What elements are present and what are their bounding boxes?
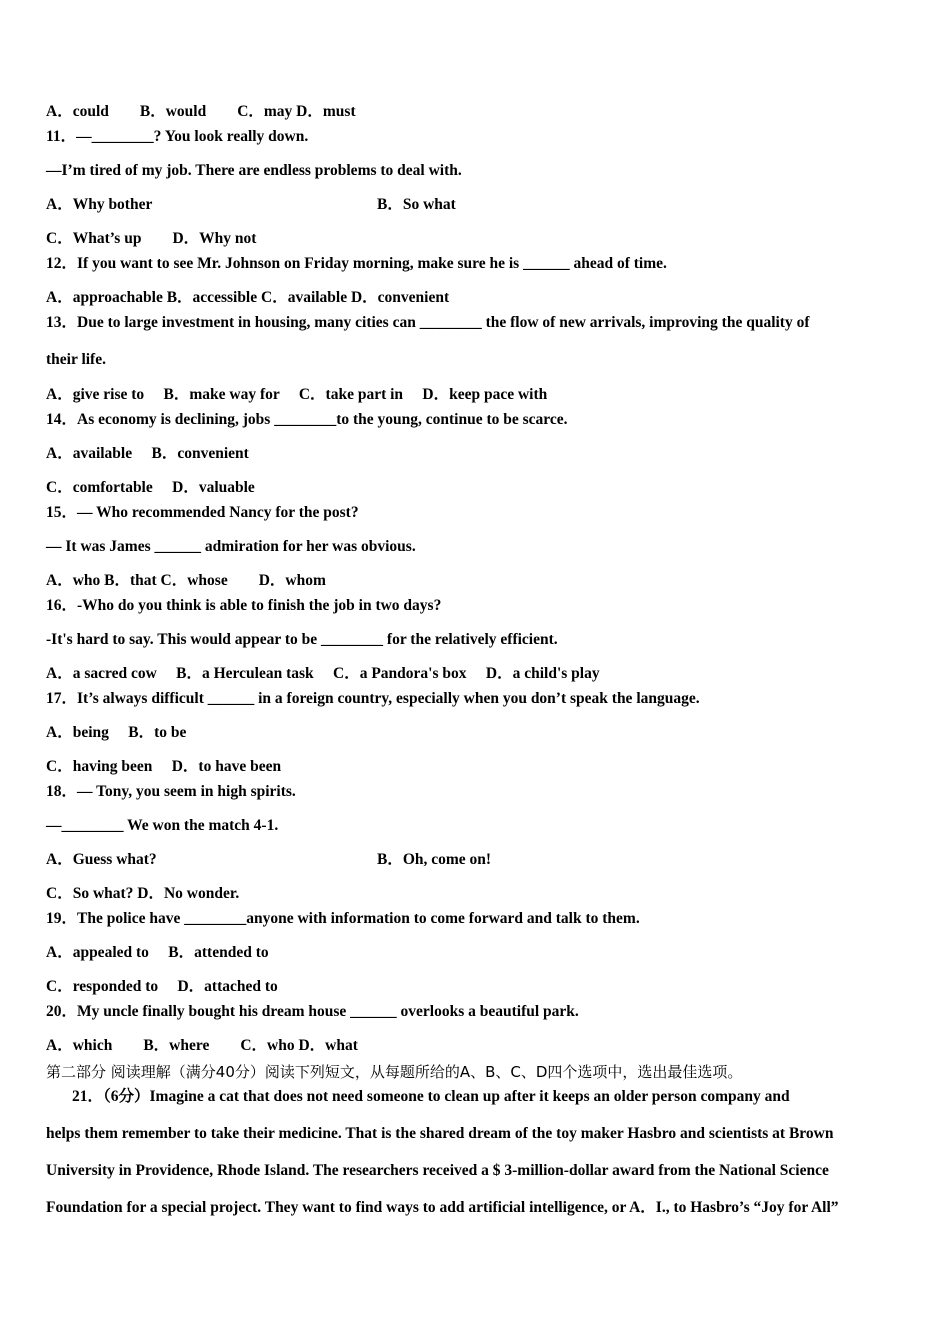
q15-options: A．who B．that C．whose D．whom bbox=[46, 572, 326, 589]
q11-stem: 11．—________? You look really down. bbox=[46, 128, 309, 145]
q10-options: A．could B．would C．may D．must bbox=[46, 103, 356, 120]
q14-stem: 14．As economy is declining, jobs ________to the young, continue to be scarce. bbox=[46, 411, 568, 428]
q13-stem-line2: their life. bbox=[46, 351, 106, 368]
q11-option-a: A．Why bother bbox=[46, 196, 153, 213]
q19-stem: 19．The police have ________anyone with information to come forward and talk to them. bbox=[46, 910, 640, 927]
q13-options: A．give rise to B．make way for C．take part in D．keep pace with bbox=[46, 386, 548, 403]
q19-options-row2: C．responded to D．attached to bbox=[46, 978, 278, 995]
q12-stem: 12．If you want to see Mr. Johnson on Friday morning, make sure he is ______ ahead of time. bbox=[46, 255, 667, 272]
q14-options-row2: C．comfortable D．valuable bbox=[46, 479, 255, 496]
q18-options-row2: C．So what? D．No wonder. bbox=[46, 885, 240, 902]
q15-reply: — It was James ______ admiration for her was obvious. bbox=[46, 538, 416, 555]
q18-option-b: B．Oh, come on! bbox=[377, 851, 492, 868]
q18-stem: 18．— Tony, you seem in high spirits. bbox=[46, 783, 296, 800]
q16-stem: 16．-Who do you think is able to finish the job in two days? bbox=[46, 597, 442, 614]
q16-options: A．a sacred cow B．a Herculean task C．a Pandora's box D．a child's play bbox=[46, 665, 600, 682]
q18-options-row1 bbox=[46, 850, 492, 870]
q20-stem: 20．My uncle finally bought his dream house ______ overlooks a beautiful park. bbox=[46, 1003, 579, 1020]
q12-options: A．approachable B．accessible C．available D．convenient bbox=[46, 289, 450, 306]
passage-line-4: Foundation for a special project. They want to find ways to add artificial intelligence, or A．I., to Hasbro’s “Joy for All” bbox=[46, 1199, 839, 1216]
q18-option-a: A．Guess what? bbox=[46, 851, 157, 868]
q11-option-b: B．So what bbox=[377, 196, 456, 213]
passage-line-1: 21．（6分）Imagine a cat that does not need someone to clean up after it keeps an older person company and bbox=[72, 1088, 790, 1105]
q16-reply: -It's hard to say. This would appear to be ________ for the relatively efficient. bbox=[46, 631, 558, 648]
passage-line-3: University in Providence, Rhode Island. The researchers received a $ 3-million-dollar award from the National Science bbox=[46, 1162, 829, 1179]
q13-stem bbox=[46, 313, 904, 333]
q18-reply: —________ We won the match 4-1. bbox=[46, 817, 279, 834]
q13-stem-line1: 13．Due to large investment in housing, many cities can ________ the flow of new arrivals, improving the quality of bbox=[46, 314, 810, 331]
q19-options-row1: A．appealed to B．attended to bbox=[46, 944, 269, 961]
q11-options-row2: C．What’s up D．Why not bbox=[46, 230, 257, 247]
q11-options-row1 bbox=[46, 195, 456, 215]
q20-options: A．which B．where C．who D．what bbox=[46, 1037, 358, 1054]
q17-options-row1: A．being B．to be bbox=[46, 724, 187, 741]
passage-line-2: helps them remember to take their medicine. That is the shared dream of the toy maker Hasbro and scientists at Brown bbox=[46, 1125, 834, 1142]
q14-options-row1: A．available B．convenient bbox=[46, 445, 249, 462]
q17-options-row2: C．having been D．to have been bbox=[46, 758, 282, 775]
section-heading: 第二部分 阅读理解（满分40分）阅读下列短文，从每题所给的A、B、C、D四个选项中，选出最佳选项。 bbox=[46, 1063, 743, 1081]
q15-stem: 15．— Who recommended Nancy for the post? bbox=[46, 504, 359, 521]
q11-reply: —I’m tired of my job. There are endless problems to deal with. bbox=[46, 162, 462, 179]
q17-stem: 17．It’s always difficult ______ in a foreign country, especially when you don’t speak the language. bbox=[46, 690, 700, 707]
